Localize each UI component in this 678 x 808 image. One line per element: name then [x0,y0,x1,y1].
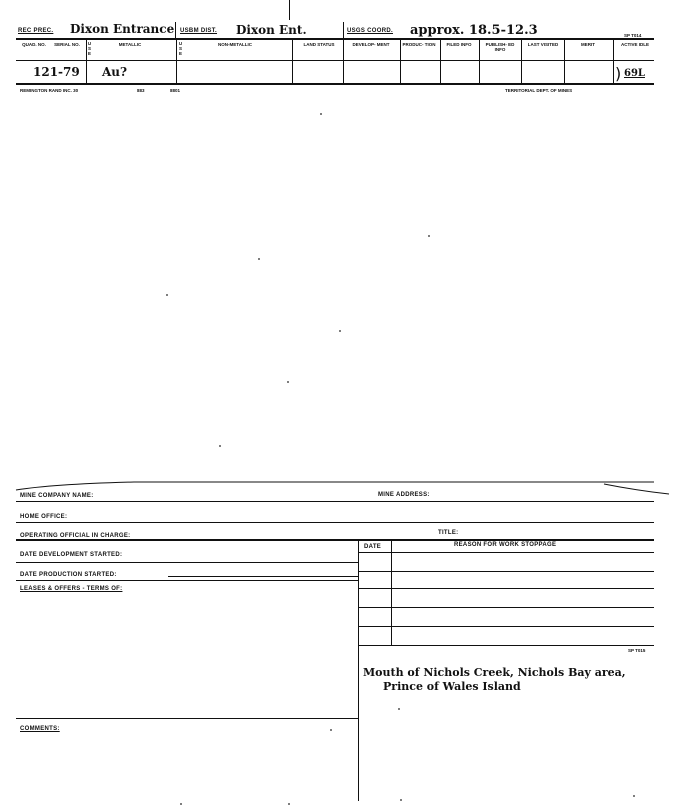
speck [219,445,221,447]
speck [258,258,260,260]
speck [398,708,400,710]
date-column-border [391,539,392,645]
filed-info-header: FILED INFO [446,42,472,47]
rule [16,501,654,502]
date-column-header: DATE [364,544,382,550]
rec-prec-value: Dixon Entrance [70,22,175,36]
form-number-bottom: SP T015 [628,648,646,653]
non-metallic-header: NON-METALLIC [218,42,252,47]
reason-column-header: REASON FOR WORK STOPPAGE [454,542,557,548]
production-header: PRODUC- TION [402,42,436,47]
speck [330,729,332,731]
footer-code-2: 8801 [170,88,181,93]
leases-offers-label: LEASES & OFFERS - TERMS OF: [20,586,123,592]
speck [287,381,289,383]
table-rule [358,645,654,646]
use-nonmetallic-header: U S E [178,41,183,56]
rule [16,539,654,541]
divider [479,39,480,83]
speck [428,235,430,237]
footer-code-1: 883 [137,88,145,93]
rec-prec-label: REC PREC. [18,28,54,34]
usbm-dist-value: Dixon Ent. [236,23,307,37]
speck [180,803,182,805]
rule [16,562,358,563]
table-rule [358,571,654,572]
home-office-label: HOME OFFICE: [20,514,68,520]
table-rule [358,588,654,589]
divider [400,39,401,83]
divider [343,39,344,83]
metallic-header: METALLIC [118,42,142,47]
speck [400,799,402,801]
use-metallic-header: U S E [87,41,92,56]
card-edge-curves [14,478,674,498]
active-idle-header: ACTIVE IDLE [620,42,649,47]
published-info-header: PUBLISH- ED INFO [485,42,515,52]
last-visited-header: LAST VISITED [527,42,559,47]
speck [320,113,322,115]
divider [613,39,614,83]
header-top-rule [16,38,654,40]
speck [339,330,341,332]
form-number-top: SP T014 [624,33,642,38]
speck [288,803,290,805]
mine-company-name-label: MINE COMPANY NAME: [20,493,94,499]
date-production-label: DATE PRODUCTION STARTED: [20,572,117,578]
comments-label: COMMENTS: [20,726,60,732]
usgs-coord-label: USGS COORD. [347,28,393,34]
divider [175,22,176,38]
rule [168,576,358,577]
divider [564,39,565,83]
operating-official-label: OPERATING OFFICIAL IN CHARGE: [20,533,131,539]
footer-left-text: REMINGTON RAND INC. 30 [20,88,79,93]
location-line-2: Prince of Wales Island [383,680,521,693]
development-header: DEVELOP- MENT [352,42,390,47]
location-line-1: Mouth of Nichols Creek, Nichols Bay area, [363,666,626,679]
quad-serial-value: 121-79 [33,65,80,79]
table-rule [358,607,654,608]
table-rule [358,552,654,553]
divider [521,39,522,83]
top-tick-line [289,0,290,20]
metallic-value: Au? [102,65,128,79]
speck [633,795,635,797]
table-left-border [358,539,359,801]
active-idle-mark: ) [615,64,622,83]
serial-no-header: SERIAL NO. [54,42,80,47]
divider [440,39,441,83]
rule [16,718,358,719]
rule [16,580,358,581]
divider [292,39,293,83]
active-idle-value: 69L [624,68,645,79]
footer-right-text: TERRITORIAL DEPT. OF MINES [505,88,573,93]
rule [16,522,654,523]
merit-header: MERIT [581,42,595,47]
divider [343,22,344,38]
mine-address-label: MINE ADDRESS: [378,492,430,498]
usbm-dist-label: USBM DIST. [180,28,218,34]
header-bottom-rule [16,60,654,61]
date-development-label: DATE DEVELOPMENT STARTED: [20,552,123,558]
row-bottom-rule [16,83,654,85]
speck [166,294,168,296]
quad-no-header: QUAD. NO. [22,42,46,47]
table-rule [358,626,654,627]
usgs-coord-value: approx. 18.5-12.3 [410,23,538,38]
divider [176,39,177,83]
title-label: TITLE: [438,530,459,536]
land-status-header: LAND STATUS [303,42,335,47]
